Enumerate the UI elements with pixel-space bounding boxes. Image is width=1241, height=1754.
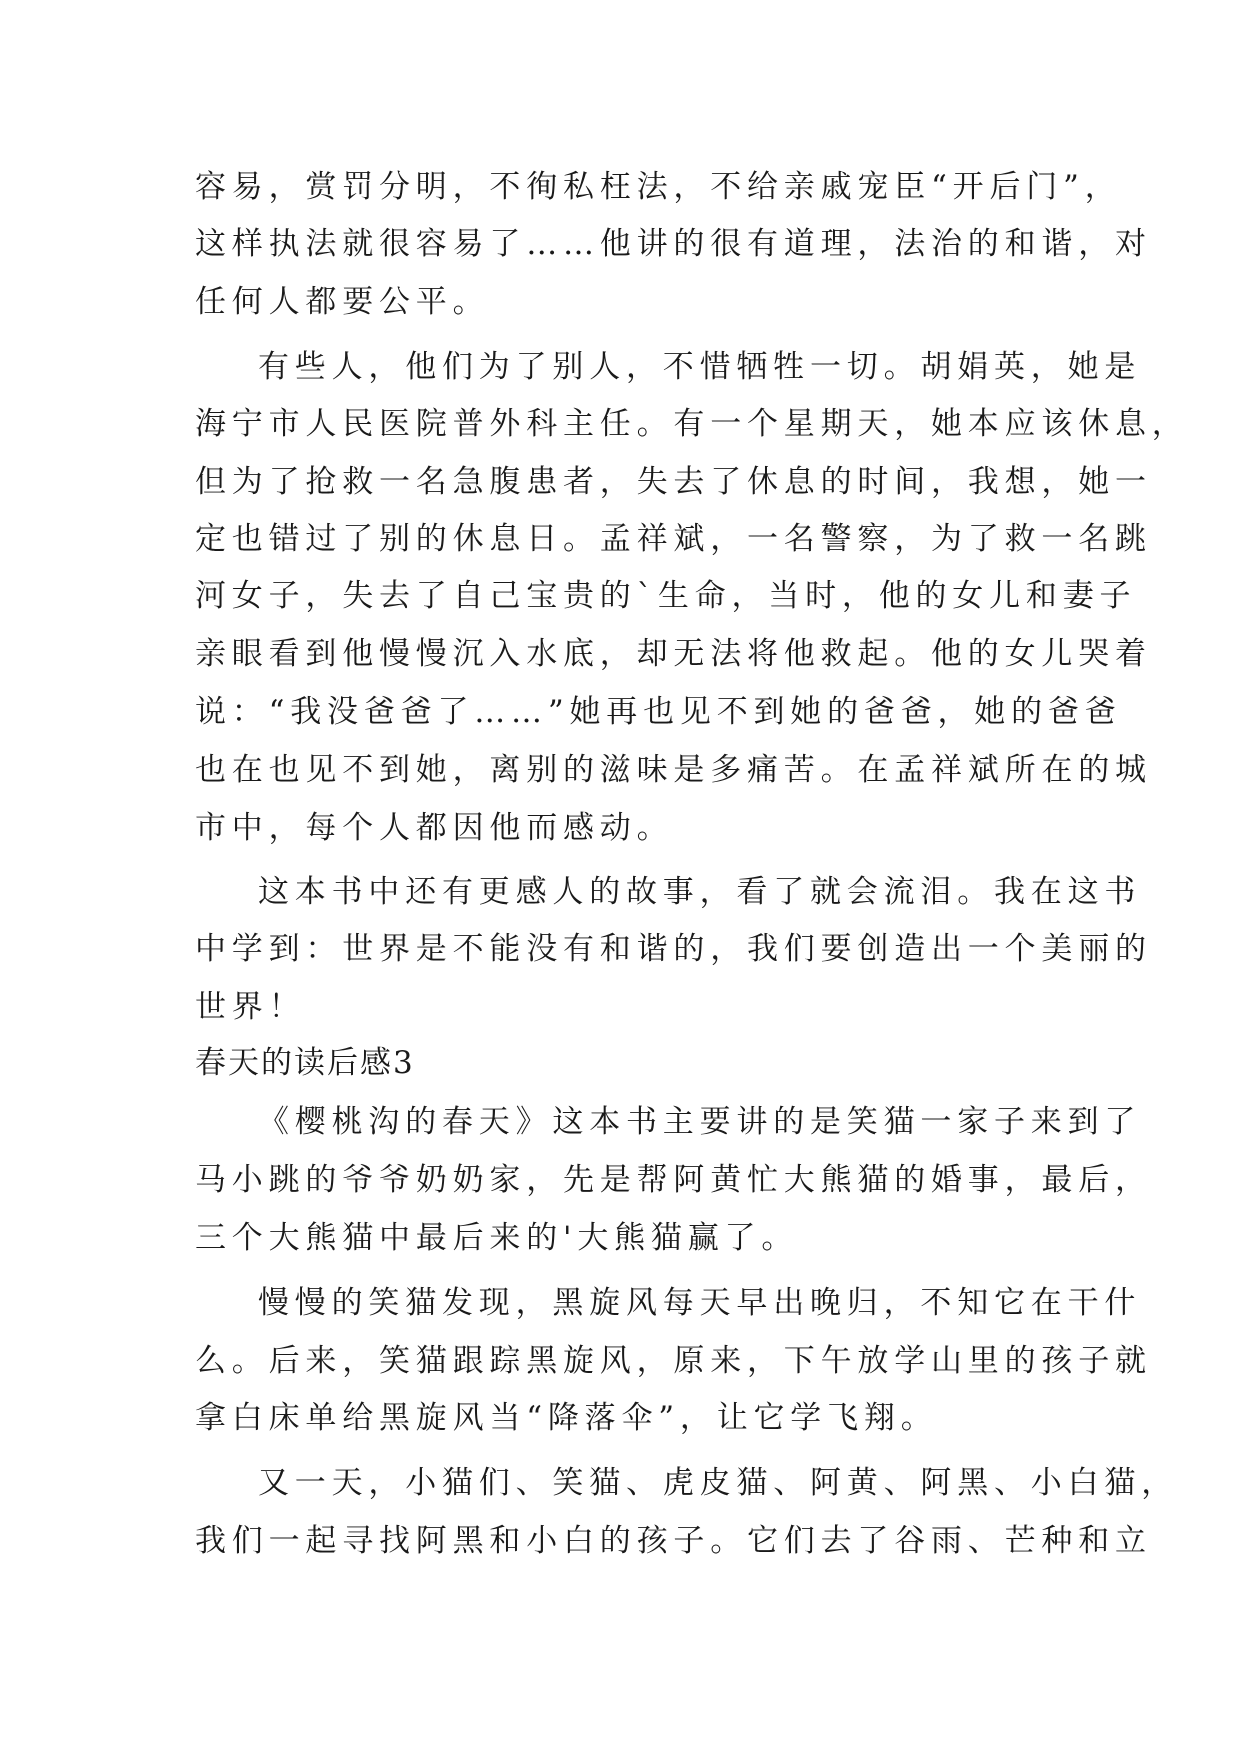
text-line: 慢慢的笑猫发现，黑旋风每天早出晚归，不知它在干什: [258, 1285, 1142, 1321]
text-line: 中学到：世界是不能没有和谐的，我们要创造出一个美丽的: [195, 931, 1152, 967]
text-line: 海宁市人民医院普外科主任。有一个星期天，她本应该休息，: [195, 406, 1189, 442]
text-line: 世界！: [195, 989, 306, 1025]
text-line: 市中，每个人都因他而感动。: [195, 810, 674, 846]
text-line: 有些人，他们为了别人，不惜牺牲一切。胡娟英，她是: [258, 349, 1142, 385]
text-line: 这本书中还有更感人的故事，看了就会流泪。我在这书: [258, 874, 1142, 910]
text-line: 《樱桃沟的春天》这本书主要讲的是笑猫一家子来到了: [258, 1104, 1142, 1140]
text-line: 任何人都要公平。: [195, 284, 490, 320]
text-line: 容易，赏罚分明，不徇私枉法，不给亲戚宠臣“开后门”，: [195, 169, 1122, 205]
text-line: 定也错过了别的休息日。孟祥斌，一名警察，为了救一名跳: [195, 521, 1152, 557]
text-line: 这样执法就很容易了……他讲的很有道理，法治的和谐，对: [195, 226, 1152, 262]
text-line: 但为了抢救一名急腹患者，失去了休息的时间，我想，她一: [195, 464, 1152, 500]
text-line: 三个大熊猫中最后来的'大熊猫赢了。: [195, 1220, 799, 1256]
text-line: 我们一起寻找阿黑和小白的孩子。它们去了谷雨、芒种和立: [195, 1523, 1152, 1559]
section-heading: 春天的读后感3: [195, 1045, 415, 1081]
text-line: 也在也见不到她，离别的滋味是多痛苦。在孟祥斌所在的城: [195, 752, 1152, 788]
text-line: 又一天，小猫们、笑猫、虎皮猫、阿黄、阿黑、小白猫，: [258, 1465, 1178, 1501]
text-line: 么。后来，笑猫跟踪黑旋风，原来，下午放学山里的孩子就: [195, 1343, 1152, 1379]
text-line: 说：“我没爸爸了……”她再也见不到她的爸爸，她的爸爸: [195, 694, 1122, 730]
text-line: 马小跳的爷爷奶奶家，先是帮阿黄忙大熊猫的婚事，最后，: [195, 1162, 1152, 1198]
text-line: 亲眼看到他慢慢沉入水底，却无法将他救起。他的女儿哭着: [195, 636, 1152, 672]
text-line: 拿白床单给黑旋风当“降落伞”，让它学飞翔。: [195, 1400, 938, 1436]
text-line: 河女子，失去了自己宝贵的`生命，当时，他的女儿和妻子: [195, 578, 1137, 614]
